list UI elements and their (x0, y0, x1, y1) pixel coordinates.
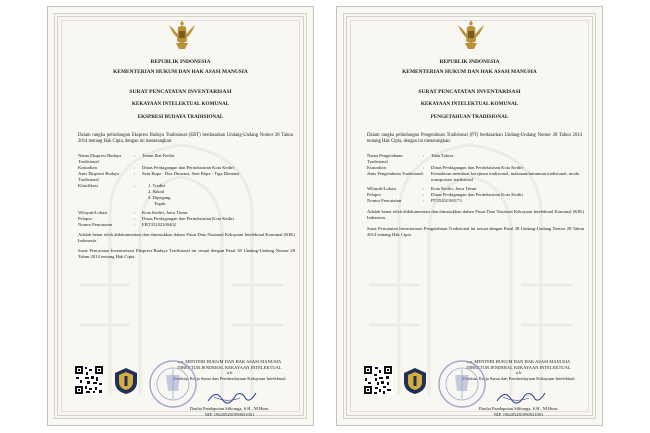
field-value: Tahu Takwa (431, 153, 454, 158)
field-colon: : (134, 216, 136, 221)
document-subtitle: KEKAYAAN INTELEKTUAL KOMUNAL (420, 101, 519, 107)
field-list (367, 153, 584, 238)
signatory-nip: NIP. 196205281990031001 (204, 411, 255, 417)
field-colon: : (423, 198, 425, 203)
field-value: Seni Rupa - Dua Dimensi, Seni Rupa - Tiga Dimensi (142, 171, 240, 176)
field-colon: : (423, 171, 425, 176)
field-value: Dinas Perdagangan dan Perindustrian Kota Kediri (142, 165, 234, 170)
field-row (78, 171, 295, 183)
field-label: Nomor Pencatatan (367, 198, 402, 203)
field-colon: : (134, 171, 136, 176)
field-colon: : (134, 210, 136, 215)
field-label: Nomor Pencatatan (78, 222, 113, 227)
field-value: Tenun Ikat Kediri (142, 153, 175, 158)
field-label: Kustodian (367, 165, 386, 170)
official-seal-stamp (148, 359, 198, 409)
field-colon: : (134, 153, 136, 158)
qr-code-icon (363, 365, 393, 395)
registration-number: EBT35202100402 (142, 222, 176, 227)
document-title: SURAT PENCATATAN INVENTARISASI (129, 89, 232, 95)
field-label: Jenis Pengetahuan Tradisional (367, 171, 423, 176)
signature-ub: u.b (515, 370, 522, 376)
republic-header: REPUBLIK INDONESIA (150, 59, 211, 65)
signature-on-behalf: a.n. MENTERI HUKUM DAN HAK ASASI MANUSIA (177, 359, 282, 364)
signature-director: Direktur Kerja Sama dan Pemberdayaan Kekayaan Intelektual (462, 375, 575, 381)
signature-ub: u.b (226, 370, 233, 376)
field-value: Dinas Perdagangan dan Perindustrian Kota Kediri (431, 192, 523, 197)
legal-basis-paragraph: Surat Pencatatan Inventarisasi Ekspresi Budaya Tradisional ini sesuai dengan Pasal 38 Undang-Undang Nomor 28 Tahun 2014 tentang Hak Cipta. (78, 248, 295, 259)
field-label: Nama Ekspresi Budaya Tradisional (78, 153, 122, 164)
signature-directorate: DIREKTUR JENDERAL KEKAYAAN INTELEKTUAL (177, 364, 282, 370)
field-colon: : (423, 153, 425, 158)
field-label: Kustodian (78, 165, 97, 170)
field-label: Wilayah/Lokasi (367, 186, 397, 191)
certificate-pt (336, 6, 603, 426)
field-colon: : (134, 165, 136, 170)
ministry-header: KEMENTERIAN HUKUM DAN HAK ASASI MANUSIA (113, 69, 248, 75)
document-category: PENGETAHUAN TRADISIONAL (430, 114, 509, 120)
signature-director: Direktur Kerja Sama dan Pemberdayaan Kekayaan Intelektual (173, 375, 286, 381)
classification-list (142, 183, 295, 207)
official-seal-stamp (437, 359, 487, 409)
field-row (78, 183, 295, 207)
legal-basis-paragraph: Surat Pencatatan Inventarisasi Pengetahuan Tradisional ini sesuai dengan Pasal 38 Undang-Undang Nomor 28 Tahun 2014 tentang Hak Cipta. (367, 226, 584, 237)
documentation-paragraph: Adalah benar telah didokumentasi dan dimasukkan dalam Pusat Data Nasional Kekayaan Intelektual Komunal (KIK) Indonesia. (367, 209, 584, 220)
field-value: Kota Kediri, Jawa Timur (142, 210, 188, 215)
signatory-block (445, 406, 592, 417)
field-label: Wilayah/Lokasi (78, 210, 108, 215)
field-row (367, 153, 584, 165)
qr-code-icon (74, 365, 104, 395)
field-value: Kota Kediri, Jawa Timur (431, 186, 477, 191)
signatory-block (156, 406, 303, 417)
ministry-logo-icon (114, 367, 138, 395)
field-label: Jenis Ekspresi Budaya Tradisional (78, 171, 120, 182)
field-colon: : (423, 165, 425, 170)
ministry-header: KEMENTERIAN HUKUM DAN HAK ASASI MANUSIA (402, 69, 537, 75)
field-colon: : (423, 186, 425, 191)
signature-scribble (495, 387, 547, 405)
field-value: Kemahiran membuat kerajinan tradisional, makanan/minuman tradisional, moda transportasi tradisional (431, 171, 579, 182)
field-row (78, 222, 295, 228)
document-subtitle: KEKAYAAN INTELEKTUAL KOMUNAL (131, 101, 230, 107)
garuda-emblem-icon (455, 17, 487, 53)
republic-header: REPUBLIK INDONESIA (439, 59, 500, 65)
field-list (78, 153, 295, 260)
registration-number: PT35202100173 (431, 198, 462, 203)
documentation-paragraph: Adalah benar telah didokumentasi dan dimasukkan dalam Pusat Data Nasional Kekayaan Intelektual Komunal (KIK) Indonesia. (78, 232, 295, 243)
signature-on-behalf: a.n. MENTERI HUKUM DAN HAK ASASI MANUSIA (466, 359, 571, 364)
signature-directorate: DIREKTUR JENDERAL KEKAYAAN INTELEKTUAL (466, 364, 571, 370)
intro-paragraph: Dalam rangka pelindungan Ekspresi Budaya Tradisional (EBT) berdasarkan Undang-Undang Nomor 28 Tahun 2014 tentang Hak Cipta, dengan ini menerangkan: (78, 133, 293, 145)
field-value: Dinas Perdagangan dan Perindustrian Kota Kediri (142, 216, 234, 221)
signatory-nip: NIP. 196205281990031001 (493, 411, 544, 417)
signature-scribble (206, 387, 258, 405)
field-label: Klasifikasi (78, 183, 98, 188)
classification-item: 2. Sakral (148, 189, 165, 194)
field-label: Pelapor (367, 192, 382, 197)
field-row (367, 171, 584, 183)
signatory-name: Daulat Pandapotan Silitonga, S.H., M.Hum. (189, 406, 270, 411)
classification-item: Teguh (154, 201, 166, 206)
certificate-ebt (47, 6, 314, 426)
document-category: EKSPRESI BUDAYA TRADISIONAL (137, 114, 224, 120)
field-row (78, 153, 295, 165)
field-colon: : (134, 222, 136, 227)
document-title: SURAT PENCATATAN INVENTARISASI (418, 89, 521, 95)
field-colon: : (423, 192, 425, 197)
field-row (367, 198, 584, 204)
field-colon: : (134, 183, 136, 188)
signatory-name: Daulat Pandapotan Silitonga, S.H., M.Hum. (478, 406, 559, 411)
field-label: Nama Pengetahuan Tradisional (367, 153, 403, 164)
intro-paragraph: Dalam rangka pelindungan Pengetahuan Tradisional (PT) berdasarkan Undang-Undang Nomor 28 Tahun 2014 tentang Hak Cipta, dengan ini menerangkan: (367, 133, 582, 145)
classification-item: 1. Tradisi (148, 183, 166, 188)
ministry-logo-icon (403, 367, 427, 395)
garuda-emblem-icon (166, 17, 198, 53)
classification-item: 3. Dipegang (148, 195, 171, 200)
field-value: Dinas Perdagangan dan Perindustrian Kota Kediri (431, 165, 523, 170)
field-label: Pelapor (78, 216, 93, 221)
